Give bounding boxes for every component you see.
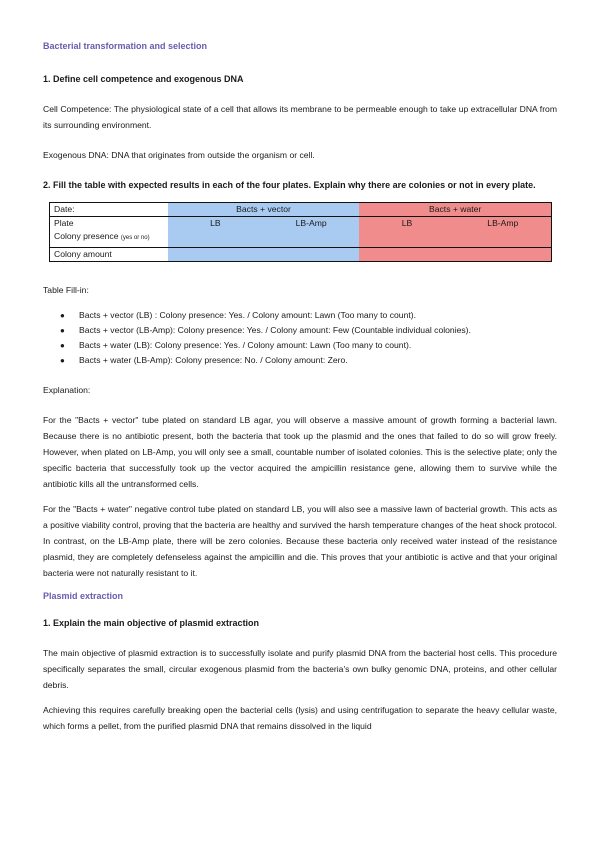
cell-vector-header: Bacts + vector (168, 203, 360, 217)
paragraph-exogenous: Exogenous DNA: DNA that originates from outside the organism or cell. (43, 150, 315, 160)
list-item: ● Bacts + vector (LB) : Colony presence: Yes. / Colony amount: Lawn (Too many to count). (60, 308, 557, 323)
section-title-transformation: Bacterial transformation and selection (43, 41, 208, 51)
list-item: ● Bacts + vector (LB-Amp): Colony presence: Yes. / Colony amount: Few (Countable individual colonies). (60, 323, 557, 338)
cell-water-lbamp-amount (455, 248, 552, 262)
question-plasmid-objective: 1. Explain the main objective of plasmid extraction (43, 618, 260, 628)
cell-vector-lbamp-amount (263, 248, 359, 262)
table-row-plate (50, 217, 552, 231)
cell-water-lbamp-presence (455, 230, 552, 248)
paragraph-explanation-vector: For the "Bacts + vector" tube plated on standard LB agar, you will observe a massive amount of growth forming a bacterial lawn. Because there is no antibiotic present, both the bacteria that took up the plasmid and the ones that failed to do so will grow freely. However, when plated on LB-Amp, you will only see a small, countable number of isolated colonies. This is the selective plate; only the specific bacteria that successfully took up the vector acquired the ampicillin resistance gene, allowing them to survive while the antibiotic kills all the untransformed cells. (43, 415, 557, 489)
cell-vector-lb-presence (168, 230, 263, 248)
bullet-icon: ● (60, 326, 65, 335)
table-row-colony-amount (50, 248, 552, 262)
cell-vector-lb-amount (168, 248, 263, 262)
paragraph-competence: Cell Competence: The physiological state of a cell that allows its membrane to be permeable enough to take up extracellular DNA from its surrounding environment. (43, 104, 557, 130)
results-table (49, 202, 552, 262)
cell-water-lb: LB (359, 217, 454, 231)
cell-plate-label: Plate (54, 218, 74, 228)
cell-water-header: Bacts + water (359, 203, 551, 217)
cell-water-lb-amount (359, 248, 454, 262)
cell-colony-amount-label: Colony amount (50, 248, 168, 262)
bullet-icon: ● (60, 311, 65, 320)
table-row-header (50, 203, 552, 217)
bullet-icon: ● (60, 356, 65, 365)
list-item: ● Bacts + water (LB): Colony presence: Yes. / Colony amount: Lawn (Too many to count). (60, 338, 557, 353)
table-row-colony-presence (50, 230, 552, 248)
yes-no-note: (yes or no) (120, 235, 150, 241)
bullet-icon: ● (60, 341, 65, 350)
cell-date-label: Date: (50, 203, 168, 217)
paragraph-explanation-water: For the "Bacts + water" negative control tube plated on standard LB, you will also see a massive lawn of bacterial growth. This acts as a positive viability control, proving that the bacteria are healthy and survived the harsh temperature changes of the heat shock protocol. In contrast, on the LB-Amp plate, there will be zero colonies. Because these bacteria only received water instead of the resistance plasmid, they are completely defenseless against the ampicillin and die. This proves that your antibiotic is active and that your original bacteria were not naturally resistant to it. (43, 504, 557, 578)
table-fill-label: Table Fill-in: (43, 285, 89, 295)
document-content (43, 40, 557, 734)
question-define-competence: 1. Define cell competence and exogenous DNA (43, 74, 244, 84)
cell-colony-presence-label (50, 230, 168, 248)
explanation-label: Explanation: (43, 385, 91, 395)
colony-presence-text: Colony presence (54, 231, 119, 241)
cell-vector-lbamp: LB-Amp (263, 217, 359, 231)
cell-water-lb-presence (359, 230, 454, 248)
fill-list (43, 308, 557, 368)
section-title-plasmid: Plasmid extraction (43, 591, 124, 601)
question-fill-table: 2. Fill the table with expected results in each of the four plates. Explain why there are colonies or not in every plate. (43, 180, 536, 190)
cell-vector-lb: LB (168, 217, 263, 231)
paragraph-plasmid-objective: The main objective of plasmid extraction is to successfully isolate and purify plasmid DNA from the bacterial host cells. This procedure specifically separates the small, circular exogenous plasmid from the bacteria's own bulky genomic DNA, proteins, and other cellular debris. (43, 648, 557, 690)
cell-vector-lbamp-presence (263, 230, 359, 248)
list-item: ● Bacts + water (LB-Amp): Colony presence: No. / Colony amount: Zero. (60, 353, 557, 368)
cell-water-lbamp: LB-Amp (455, 217, 552, 231)
paragraph-plasmid-method: Achieving this requires carefully breaking open the bacterial cells (lysis) and using centrifugation to separate the heavy cellular waste, which forms a pellet, from the purified plasmid DNA that remains dissolved in the liquid (43, 705, 557, 731)
